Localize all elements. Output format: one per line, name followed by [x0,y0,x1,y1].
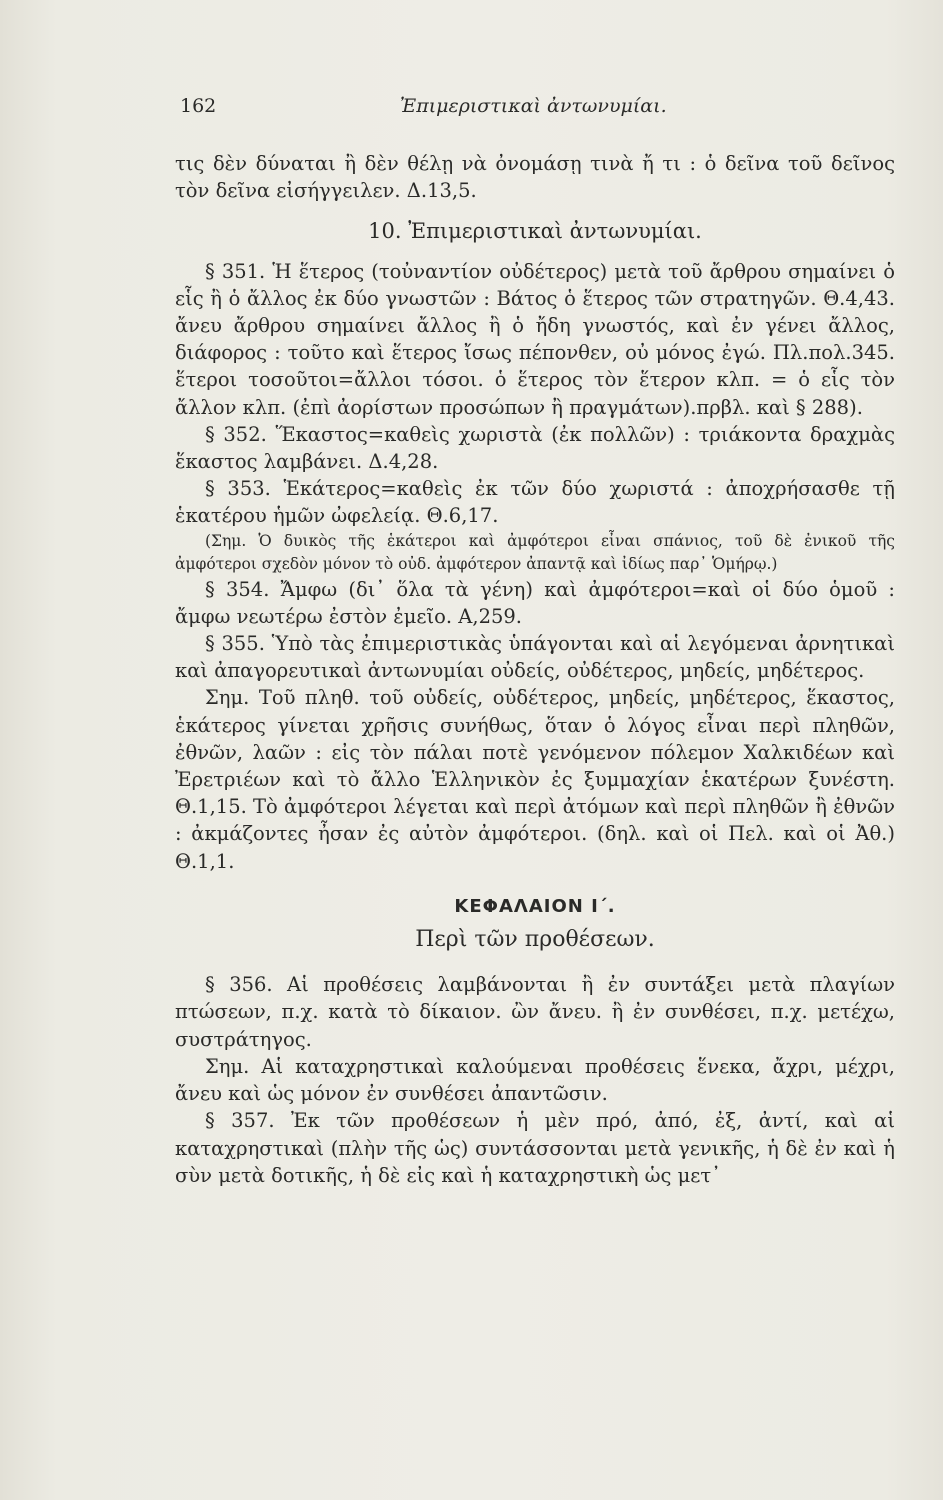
page-body [175,150,895,1189]
note-356: Σημ. Αἱ καταχρηστικαὶ καλούμεναι προθέσεις ἕνεκα, ἄχρι, μέχρι, ἄνευ καὶ ὡς μόνον ἐν συνθέσει ἀπαντῶσιν. [175,1054,895,1106]
paragraph-351: § 351. Ἡ ἕτερος (τοὐναντίον οὐδέτερος) μετὰ τοῦ ἄρθρου σημαίνει ὁ εἷς ἢ ὁ ἄλλος ἐκ δύο γνωστῶν : Βάτος ὁ ἕτερος τῶν στρατηγῶν. Θ.4,43. ἄνευ ἄρθρου σημαίνει ἄλλος ἢ ὁ ἤδη γνωστός, καὶ ἐν γένει ἄλλος, διάφορος : τοῦτο καὶ ἕτερος ἴσως πέπονθεν, οὐ μόνος ἐγώ. Πλ.πολ.345. ἕτεροι τοσοῦτοι=ἄλλοι τόσοι. ὁ ἕτερος τὸν ἕτερον κλπ. = ὁ εἷς τὸν ἄλλον κλπ. (ἐπὶ ἀορίστων προσώπων ἢ πραγμάτων).πρβλ. καὶ § 288). [175,259,895,419]
paragraph-354: § 354. Ἄμφω (δι᾽ ὅλα τὰ γένη) καὶ ἀμφότεροι=καὶ οἱ δύο ὁμοῦ : ἄμφω νεωτέρω ἐστὸν ἐμεῖο. Α,259. [175,577,895,628]
paragraph-355: § 355. Ὑπὸ τὰς ἐπιμεριστικὰς ὑπάγονται καὶ αἱ λεγόμεναι ἀρνητικαὶ καὶ ἀπαγορευτικαὶ ἀντωνυμίαι οὐδείς, οὐδέτερος, μηδείς, μηδέτερος. [175,632,895,683]
page-header [180,95,900,125]
note-353: (Σημ. Ὁ δυικὸς τῆς ἑκάτεροι καὶ ἀμφότεροι εἶναι σπάνιος, τοῦ δὲ ἐνικοῦ τῆς ἀμφότεροι σχεδὸν μόνον τὸ οὐδ. ἀμφότερον ἀπαντᾷ καὶ ἰδίως παρ᾽ Ὁμήρῳ.) [175,531,895,573]
page-number: 162 [180,95,217,117]
paragraph-352: § 352. Ἕκαστος=καθεὶς χωριστὰ (ἐκ πολλῶν) : τριάκοντα δραχμὰς ἕκαστος λαμβάνει. Δ.4,28. [175,422,895,474]
chapter-title: Περὶ τῶν προθέσεων. [415,927,655,953]
section-title: 10. Ἐπιμεριστικαὶ ἀντωνυμίαι. [368,219,702,244]
running-title: Ἐπιμεριστικαὶ ἀντωνυμίαι. [400,95,667,117]
continued-paragraph: τις δὲν δύναται ἢ δὲν θέλῃ νὰ ὀνομάσῃ τινὰ ἤ τι : ὁ δεῖνα τοῦ δεῖνος τὸν δεῖνα εἰσήγγειλεν. Δ.13,5. [175,152,895,203]
paragraph-356: § 356. Αἱ προθέσεις λαμβάνονται ἢ ἐν συντάξει μετὰ πλαγίων πτώσεων, π.χ. κατὰ τὸ δίκαιον. ὢν ἄνευ. ἢ ἐν συνθέσει, π.χ. μετέχω, συστράτηγος. [175,973,895,1051]
note-355: Σημ. Τοῦ πληθ. τοῦ οὐδείς, οὐδέτερος, μηδείς, μηδέτερος, ἕκαστος, ἑκάτερος γίνεται χρῆσις συνήθως, ὅταν ὁ λόγος εἶναι περὶ πληθῶν, ἐθνῶν, λαῶν : εἰς τὸν πάλαι ποτὲ γενόμενον πόλεμον Χαλκιδέων καὶ Ἐρετριέων καὶ τὸ ἄλλο Ἑλληνικὸν ἐς ξυμμαχίαν ἑκατέρων ξυνέστη. Θ.1,15. Τὸ ἀμφότεροι λέγεται καὶ περὶ ἀτόμων καὶ περὶ πληθῶν ἢ ἐθνῶν : ἀκμάζοντες ἦσαν ἐς αὐτὸν ἀμφότεροι. (δηλ. καὶ οἱ Πελ. καὶ οἱ Ἀθ.) Θ.1,1. [175,686,895,873]
paragraph-357: § 357. Ἐκ τῶν προθέσεων ἡ μὲν πρό, ἀπό, ἐξ, ἀντί, καὶ αἱ καταχρηστικαὶ (πλὴν τῆς ὡς) συντάσσονται μετὰ γενικῆς, ἡ δὲ ἐν καὶ ἡ σὺν μετὰ δοτικῆς, ἡ δὲ εἰς καὶ ἡ καταχρηστικὴ ὡς μετ᾽ [175,1109,895,1187]
chapter-heading: ΚΕΦΑΛΑΙΟΝ Ι΄. [454,895,616,917]
paragraph-353: § 353. Ἑκάτερος=καθεὶς ἐκ τῶν δύο χωριστά : ἀποχρήσασθε τῇ ἑκατέρου ἡμῶν ὠφελείᾳ. Θ.6,17. [175,477,895,528]
